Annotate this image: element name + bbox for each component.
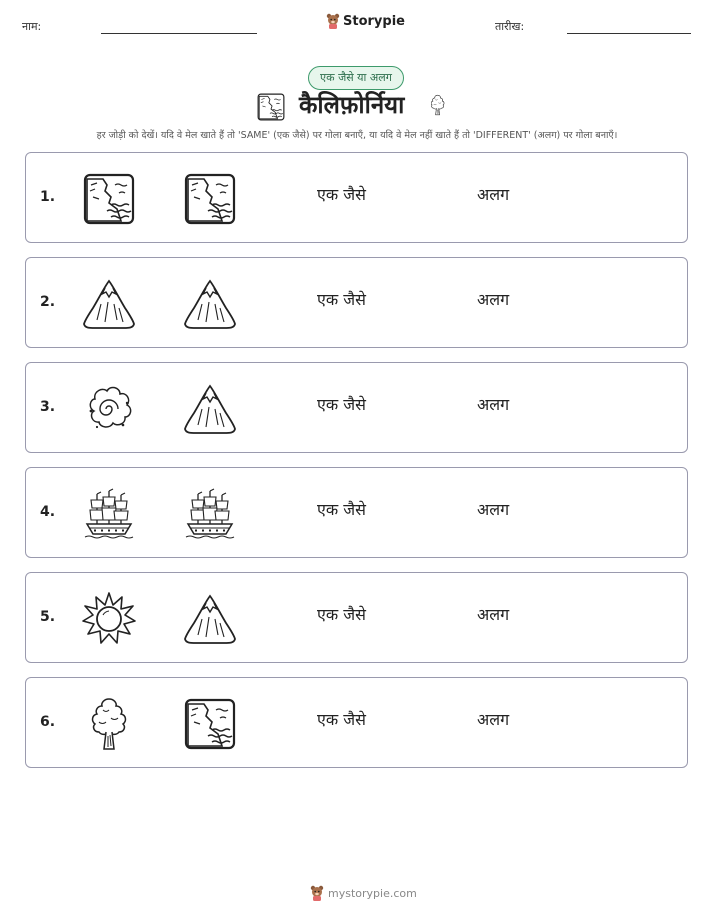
- sun-icon: [81, 591, 137, 647]
- ship-icon: [81, 486, 137, 542]
- mountain-icon: [81, 276, 137, 332]
- different-option[interactable]: अलग: [477, 710, 510, 729]
- question-row-1: [25, 152, 688, 243]
- mountain-icon: [182, 381, 238, 437]
- instructions: हर जोड़ी को देखें। यदि वे मेल खाते हैं तो 'SAME' (एक जैसे) पर गोला बनाएँ, या यदि वे मेल नहीं खाते हैं तो 'DIFFERENT' (अलग) पर गोला बनाएँ।: [96, 130, 618, 141]
- different-option[interactable]: अलग: [477, 605, 510, 624]
- brand-logo: [326, 13, 405, 29]
- question-number: 2.: [40, 294, 56, 310]
- page-title: कैलिफ़ोर्निया: [299, 91, 405, 119]
- question-number: 3.: [40, 399, 56, 415]
- same-option[interactable]: एक जैसे: [317, 290, 366, 309]
- question-number: 1.: [40, 189, 56, 205]
- title-row: [0, 88, 714, 124]
- question-number: 5.: [40, 609, 56, 625]
- storypie-bear-icon: [326, 13, 340, 29]
- date-line: [567, 33, 691, 34]
- same-option[interactable]: एक जैसे: [317, 605, 366, 624]
- coast-icon: [81, 171, 137, 227]
- name-line: [101, 33, 257, 34]
- coast-icon: [256, 92, 286, 122]
- name-label: नाम:: [22, 20, 42, 33]
- question-row-3: [25, 362, 688, 453]
- different-option[interactable]: अलग: [477, 500, 510, 519]
- same-option[interactable]: एक जैसे: [317, 185, 366, 204]
- same-option[interactable]: एक जैसे: [317, 710, 366, 729]
- mountain-icon: [182, 276, 238, 332]
- storypie-bear-icon: [310, 885, 324, 901]
- question-row-6: [25, 677, 688, 768]
- different-option[interactable]: अलग: [477, 185, 510, 204]
- question-row-4: [25, 467, 688, 558]
- different-option[interactable]: अलग: [477, 290, 510, 309]
- same-option[interactable]: एक जैसे: [317, 500, 366, 519]
- question-number: 6.: [40, 714, 56, 730]
- date-label: तारीख:: [495, 20, 525, 33]
- question-row-5: [25, 572, 688, 663]
- brand-name: Storypie: [343, 13, 405, 29]
- same-option[interactable]: एक जैसे: [317, 395, 366, 414]
- ship-icon: [182, 486, 238, 542]
- activity-badge: एक जैसे या अलग: [308, 66, 404, 90]
- coast-icon: [182, 171, 238, 227]
- tree-icon: [81, 696, 137, 752]
- tree-icon: [431, 88, 453, 122]
- question-number: 4.: [40, 504, 56, 520]
- coast-icon: [182, 696, 238, 752]
- footer-url[interactable]: mystorypie.com: [328, 886, 417, 900]
- question-row-2: [25, 257, 688, 348]
- different-option[interactable]: अलग: [477, 395, 510, 414]
- mountain-icon: [182, 591, 238, 647]
- fog-icon: [81, 381, 137, 437]
- footer: [310, 885, 417, 901]
